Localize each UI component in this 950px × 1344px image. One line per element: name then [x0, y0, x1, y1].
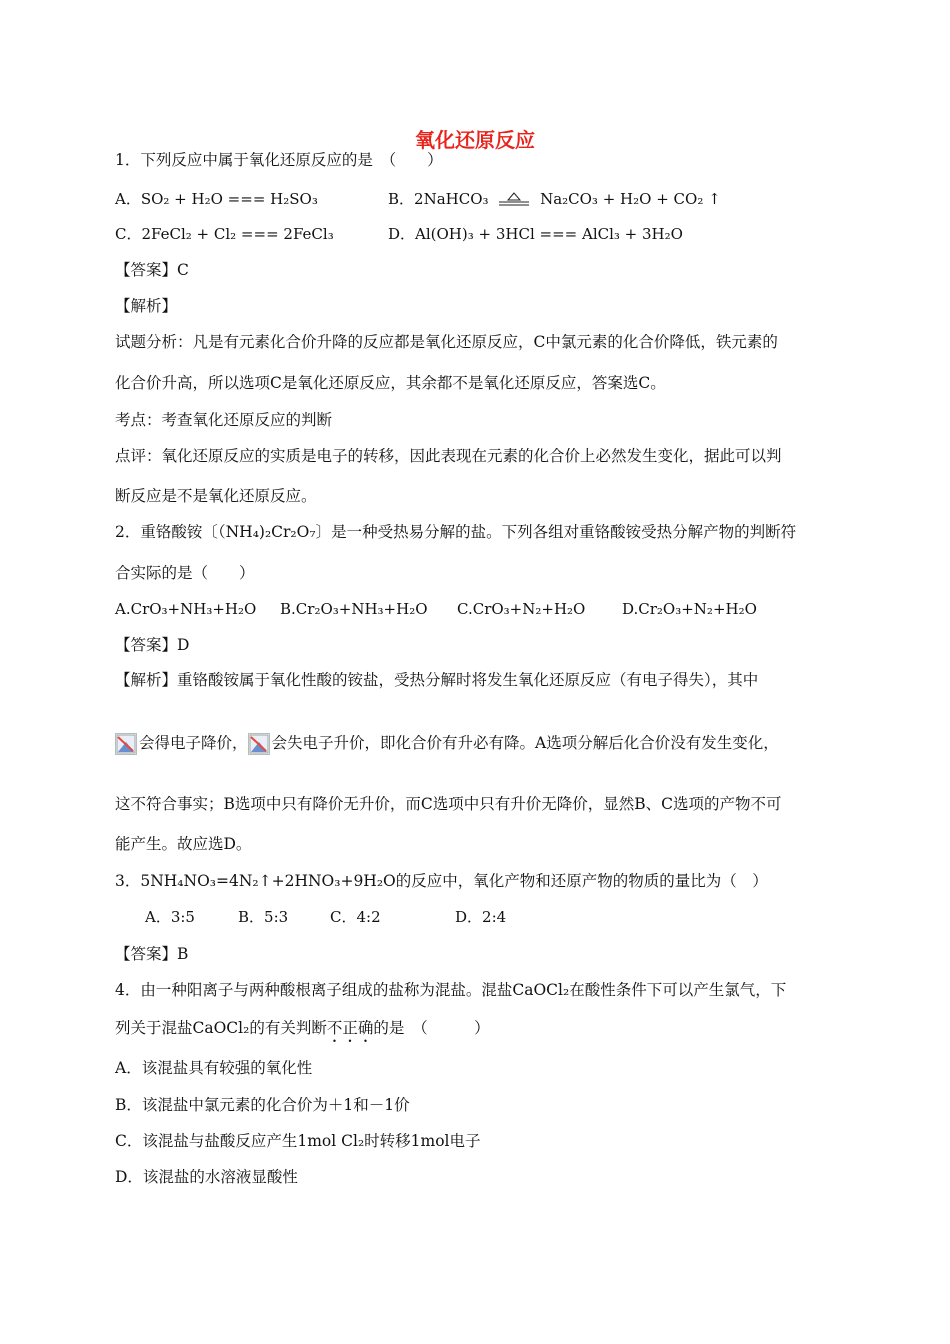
- q1-answer: 【答案】C: [115, 261, 189, 279]
- q3-stem: 3．5NH₄NO₃=4N₂↑+2HNO₃+9H₂O的反应中，氧化产物和还原产物的物质的量比为（ ）: [115, 872, 768, 890]
- q1-analysis-label: 【解析】: [115, 297, 178, 315]
- q4-stem-emphasis: 不正确: [326, 1019, 374, 1037]
- q3-option-b: B．5:3: [238, 908, 289, 926]
- q4-option-c: C．该混盐与盐酸反应产生1mol Cl₂时转移1mol电子: [115, 1132, 481, 1150]
- q2-stem-line-2: 合实际的是（ ）: [115, 564, 255, 582]
- q4-option-b: B．该混盐中氯元素的化合价为＋1和－1价: [115, 1096, 410, 1114]
- q2-answer: 【答案】D: [115, 636, 190, 654]
- page-title: 氧化还原反应: [415, 128, 535, 152]
- broken-image-icon: [115, 733, 137, 755]
- q4-stem-text-c: 的是 （ ）: [373, 1019, 490, 1037]
- broken-image-icon: [248, 733, 270, 755]
- q2-analysis-line-4: 能产生。故应选D。: [115, 835, 252, 853]
- q2-analysis-text-b: 会失电子升价，即化合价有升必有降。A选项分解后化合价没有发生变化，: [271, 734, 779, 752]
- q1-dianping-line-2: 断反应是不是氧化还原反应。: [115, 487, 317, 505]
- q3-answer: 【答案】B: [115, 945, 189, 963]
- q1-option-d: D．Al(OH)₃ + 3HCl === AlCl₃ + 3H₂O: [388, 225, 683, 243]
- q1-option-b-reactant: B．2NaHCO₃: [388, 190, 489, 208]
- q2-option-c: C.CrO₃+N₂+H₂O: [457, 600, 586, 618]
- q4-stem-text-a: 列关于混盐CaOCl₂的有关判断: [115, 1019, 327, 1037]
- q1-option-a: A．SO₂ + H₂O === H₂SO₃: [115, 190, 318, 208]
- heat-arrow-icon: [497, 191, 531, 209]
- q1-dianping-line-1: 点评：氧化还原反应的实质是电子的转移，因此表现在元素的化合价上必然发生变化，据此可以判: [115, 447, 782, 465]
- q4-stem-line-1: 4．由一种阳离子与两种酸根离子组成的盐称为混盐。混盐CaOCl₂在酸性条件下可以产生氯气，下: [115, 981, 787, 999]
- q2-analysis-line-2: [115, 733, 779, 755]
- q3-option-d: D．2:4: [455, 908, 507, 926]
- q4-stem-line-2: [115, 1018, 490, 1046]
- q1-option-b: [388, 189, 721, 209]
- q2-option-a: A.CrO₃+NH₃+H₂O: [115, 600, 257, 618]
- q3-option-c: C．4:2: [330, 908, 381, 926]
- q3-option-a: A．3:5: [145, 908, 195, 926]
- q2-analysis-line-3: 这不符合事实；B选项中只有降价无升价，而C选项中只有升价无降价，显然B、C选项的产物不可: [115, 795, 782, 813]
- q4-option-a: A．该混盐具有较强的氧化性: [115, 1059, 313, 1077]
- q2-analysis-text-a: 会得电子降价，: [139, 734, 248, 752]
- q1-analysis-line-1: 试题分析：凡是有元素化合价升降的反应都是氧化还原反应，C中氯元素的化合价降低，铁元素的: [115, 333, 778, 351]
- q2-analysis-line-1: 【解析】重铬酸铵属于氧化性酸的铵盐，受热分解时将发生氧化还原反应（有电子得失），其中: [115, 671, 759, 689]
- q1-analysis-line-2: 化合价升高，所以选项C是氧化还原反应，其余都不是氧化还原反应，答案选C。: [115, 374, 666, 392]
- q2-option-b: B.Cr₂O₃+NH₃+H₂O: [280, 600, 428, 618]
- q1-option-b-products: Na₂CO₃ + H₂O + CO₂ ↑: [540, 190, 721, 208]
- q2-stem-line-1: 2．重铬酸铵〔（NH₄)₂Cr₂O₇〕是一种受热易分解的盐。下列各组对重铬酸铵受热分解产物的判断符: [115, 523, 797, 541]
- q2-option-d: D.Cr₂O₃+N₂+H₂O: [622, 600, 757, 618]
- q1-option-c: C．2FeCl₂ + Cl₂ === 2FeCl₃: [115, 225, 334, 243]
- q4-option-d: D．该混盐的水溶液显酸性: [115, 1168, 298, 1186]
- q1-stem: 1．下列反应中属于氧化还原反应的是 （ ）: [115, 151, 443, 169]
- q1-kaodian: 考点：考查氧化还原反应的判断: [115, 411, 333, 429]
